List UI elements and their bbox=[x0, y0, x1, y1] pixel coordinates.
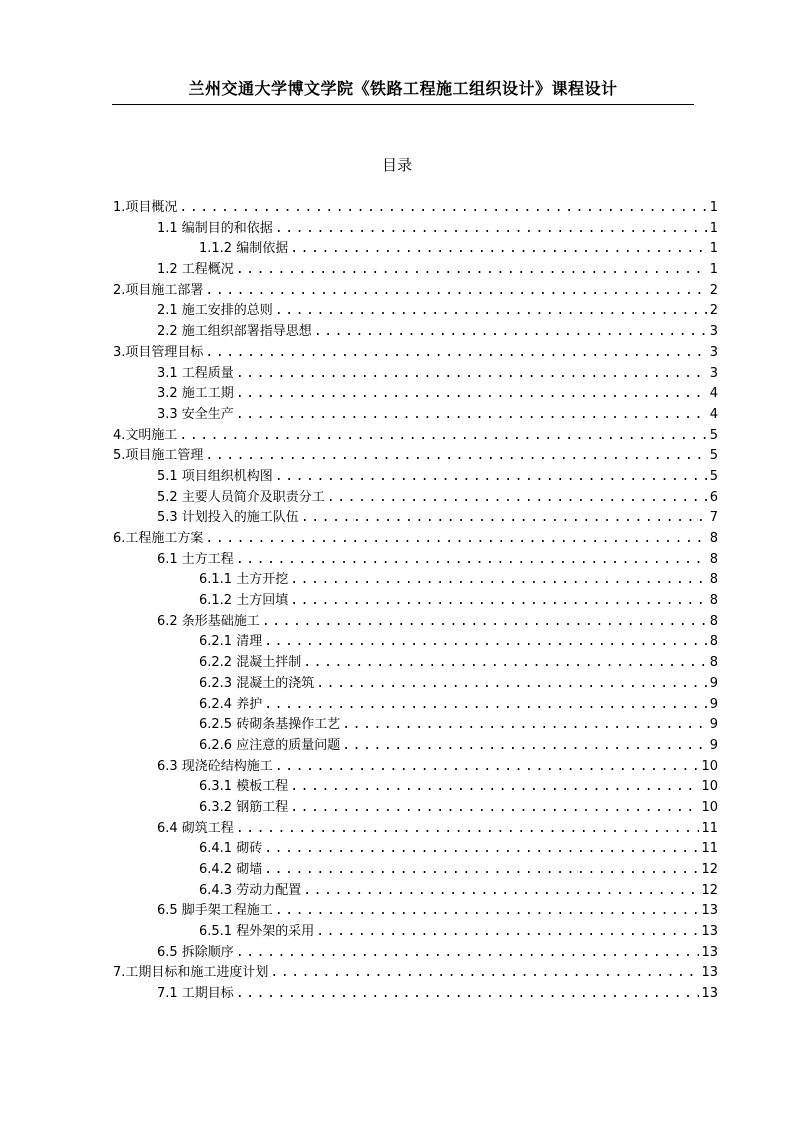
toc-entry-label: 6.2 条形基础施工 bbox=[157, 613, 260, 629]
toc-page-number: 2 bbox=[709, 303, 718, 319]
toc-dot-leader bbox=[275, 301, 708, 322]
toc-entry[interactable] bbox=[113, 757, 718, 778]
toc-dot-leader bbox=[205, 446, 707, 467]
toc-page-number: 6 bbox=[709, 489, 718, 505]
toc-entry-label: 6.1.1 土方开挖 bbox=[199, 572, 289, 588]
toc-dot-leader bbox=[316, 674, 708, 695]
toc-page-number: 5 bbox=[709, 468, 718, 484]
toc-entry-label: 7.工期目标和施工进度计划 bbox=[113, 965, 269, 981]
toc-entry[interactable] bbox=[113, 839, 718, 860]
toc-page-number: 5 bbox=[709, 427, 718, 443]
toc-entry-label: 3.1 工程质量 bbox=[157, 365, 234, 381]
toc-entry-label: 1.1.2 编制依据 bbox=[199, 241, 289, 257]
toc-entry[interactable] bbox=[113, 881, 718, 902]
toc-page-number: 9 bbox=[709, 696, 718, 712]
toc-page-number: 5 bbox=[709, 448, 718, 464]
toc-page-number: 13 bbox=[701, 986, 718, 1002]
toc-page-number: 8 bbox=[709, 551, 718, 567]
toc-entry-label: 3.项目管理目标 bbox=[113, 344, 204, 360]
toc-page-number: 8 bbox=[709, 593, 718, 609]
toc-dot-leader bbox=[205, 281, 707, 302]
toc-entry[interactable] bbox=[113, 819, 718, 840]
toc-entry[interactable] bbox=[113, 508, 718, 529]
toc-entry[interactable] bbox=[113, 570, 718, 591]
toc-entry[interactable] bbox=[113, 901, 718, 922]
toc-entry-label: 6.2.2 混凝土拌制 bbox=[199, 655, 302, 671]
toc-entry-label: 6.3 现浇砼结构施工 bbox=[157, 758, 273, 774]
toc-dot-leader bbox=[205, 343, 707, 364]
toc-page-number: 9 bbox=[709, 717, 718, 733]
toc-entry[interactable] bbox=[113, 632, 718, 653]
toc-dot-leader bbox=[270, 963, 699, 984]
toc-entry-label: 6.3.1 模板工程 bbox=[199, 779, 289, 795]
toc-entry[interactable] bbox=[113, 612, 718, 633]
toc-page-number: 10 bbox=[701, 758, 718, 774]
toc-entry-label: 6.4.3 劳动力配置 bbox=[199, 882, 302, 898]
toc-page-number: 12 bbox=[701, 862, 718, 877]
toc-entry-label: 6.1.2 土方回填 bbox=[199, 593, 289, 609]
toc-entry-label: 3.3 安全生产 bbox=[157, 406, 234, 422]
toc-page-number: 10 bbox=[701, 779, 718, 795]
toc-dot-leader bbox=[236, 384, 708, 405]
toc-entry[interactable] bbox=[113, 198, 718, 219]
toc-dot-leader bbox=[290, 777, 699, 798]
toc-entry-label: 2.项目施工部署 bbox=[113, 282, 204, 298]
toc-dot-leader bbox=[262, 612, 708, 633]
toc-page-number: 3 bbox=[709, 324, 718, 340]
toc-dot-leader bbox=[236, 260, 708, 281]
toc-entry-label: 6.2.4 养护 bbox=[199, 696, 263, 712]
toc-page-number: 9 bbox=[709, 675, 718, 691]
toc-entry-label: 2.1 施工安排的总则 bbox=[157, 303, 273, 319]
toc-dot-leader bbox=[342, 715, 708, 736]
toc-entry-label: 6.1 土方工程 bbox=[157, 551, 234, 567]
toc-entry[interactable] bbox=[113, 653, 718, 674]
toc-entry-label: 6.5 拆除顺序 bbox=[157, 944, 234, 960]
toc-entry-label: 6.3.2 钢筋工程 bbox=[199, 799, 289, 815]
toc-entry[interactable] bbox=[113, 343, 718, 364]
toc-dot-leader bbox=[290, 798, 699, 819]
toc-dot-leader bbox=[290, 570, 708, 591]
toc-page-number: 4 bbox=[709, 406, 718, 422]
toc-entry[interactable] bbox=[113, 777, 718, 798]
toc-entry[interactable] bbox=[113, 364, 718, 385]
toc-dot-leader bbox=[290, 591, 708, 612]
toc-entry-label: 6.2.3 混凝土的浇筑 bbox=[199, 675, 315, 691]
toc-dot-leader bbox=[275, 219, 708, 240]
toc-page-number: 3 bbox=[709, 344, 718, 360]
toc-entry-label: 3.2 施工工期 bbox=[157, 386, 234, 402]
toc-entry[interactable] bbox=[113, 426, 718, 447]
toc-dot-leader bbox=[236, 364, 708, 385]
toc-page-number: 8 bbox=[709, 613, 718, 629]
toc-page-number: 1 bbox=[709, 241, 718, 257]
toc-page-number: 1 bbox=[709, 200, 718, 215]
toc-dot-leader bbox=[264, 839, 699, 860]
toc-page-number: 11 bbox=[701, 841, 718, 857]
toc-dot-leader bbox=[316, 922, 699, 943]
toc-page-number: 12 bbox=[701, 882, 718, 898]
toc-page-number: 13 bbox=[701, 944, 718, 960]
toc-entry-label: 5.3 计划投入的施工队伍 bbox=[157, 510, 299, 526]
toc-dot-leader bbox=[275, 467, 708, 488]
toc-dot-leader bbox=[264, 695, 708, 716]
toc-entry[interactable] bbox=[113, 384, 718, 405]
toc-title: 目录 bbox=[381, 156, 412, 174]
toc-dot-leader bbox=[290, 239, 708, 260]
toc-entry-label: 6.4.2 砌墙 bbox=[199, 862, 263, 877]
toc-dot-leader bbox=[301, 508, 708, 529]
toc-page-number: 8 bbox=[709, 655, 718, 671]
page-header: 兰州交通大学博文学院《铁路工程施工组织设计》课程设计 bbox=[188, 79, 618, 98]
toc-entry[interactable] bbox=[113, 963, 718, 984]
toc-entry[interactable] bbox=[113, 467, 718, 488]
toc-entry-label: 6.2.6 应注意的质量问题 bbox=[199, 737, 341, 753]
toc-page-number: 10 bbox=[701, 799, 718, 815]
toc-entry-label: 6.5 脚手架工程施工 bbox=[157, 903, 273, 919]
toc-entry[interactable] bbox=[113, 301, 718, 322]
toc-entry[interactable] bbox=[113, 591, 718, 612]
toc-entry[interactable] bbox=[113, 488, 718, 509]
toc-entry-label: 1.2 工程概况 bbox=[157, 262, 234, 278]
toc-page-number: 7 bbox=[709, 510, 718, 526]
toc-page-number: 1 bbox=[709, 220, 718, 236]
toc-dot-leader bbox=[303, 653, 708, 674]
toc-page-number: 4 bbox=[709, 386, 718, 402]
toc-entry-label: 5.项目施工管理 bbox=[113, 448, 204, 464]
toc-dot-leader bbox=[179, 426, 707, 447]
toc-dot-leader bbox=[314, 322, 708, 343]
toc-entry-label: 6.4.1 砌砖 bbox=[199, 841, 263, 857]
toc-dot-leader bbox=[236, 405, 708, 426]
toc-page-number: 2 bbox=[709, 282, 718, 298]
toc-entry[interactable] bbox=[113, 736, 718, 757]
toc-entry[interactable] bbox=[113, 322, 718, 343]
toc-entry-label: 6.2.1 清理 bbox=[199, 634, 263, 650]
toc-dot-leader bbox=[264, 860, 699, 881]
toc-page-number: 9 bbox=[709, 737, 718, 753]
toc-page-number: 1 bbox=[709, 262, 718, 278]
toc-entry[interactable] bbox=[113, 715, 718, 736]
toc-page-number: 13 bbox=[701, 965, 718, 981]
toc-entry[interactable] bbox=[113, 943, 718, 964]
toc-page-number: 8 bbox=[709, 634, 718, 650]
toc-entry-label: 1.项目概况 bbox=[113, 200, 178, 215]
header-divider bbox=[112, 104, 694, 105]
toc-entry[interactable] bbox=[113, 860, 718, 881]
toc-page-number: 13 bbox=[701, 903, 718, 919]
toc-entry-label: 6.5.1 程外架的采用 bbox=[199, 924, 315, 940]
toc-entry-label: 6.工程施工方案 bbox=[113, 531, 204, 546]
toc-page-number: 8 bbox=[709, 531, 718, 546]
toc-dot-leader bbox=[275, 901, 700, 922]
toc-dot-leader bbox=[327, 488, 708, 509]
toc-entry-label: 4.文明施工 bbox=[113, 427, 178, 443]
toc-entry[interactable] bbox=[113, 984, 718, 1005]
toc-entry[interactable] bbox=[113, 405, 718, 426]
toc-entry[interactable] bbox=[113, 695, 718, 716]
toc-dot-leader bbox=[236, 550, 708, 571]
toc-entry-label: 5.1 项目组织机构图 bbox=[157, 468, 273, 484]
toc-page-number: 3 bbox=[709, 365, 718, 381]
toc-page-number: 13 bbox=[701, 924, 718, 940]
toc-entry-label: 6.2.5 砖砌条基操作工艺 bbox=[199, 717, 341, 733]
toc-entry-label: 7.1 工期目标 bbox=[157, 986, 234, 1002]
toc-dot-leader bbox=[342, 736, 708, 757]
toc-dot-leader bbox=[275, 757, 700, 778]
toc-dot-leader bbox=[205, 529, 707, 550]
toc-dot-leader bbox=[236, 943, 700, 964]
toc-dot-leader bbox=[303, 881, 699, 902]
toc-entry[interactable] bbox=[113, 798, 718, 819]
toc-entry-label: 6.4 砌筑工程 bbox=[157, 820, 234, 836]
toc-entry[interactable] bbox=[113, 674, 718, 695]
toc-entry[interactable] bbox=[113, 239, 718, 260]
toc-entry[interactable] bbox=[113, 260, 718, 281]
toc-entry[interactable] bbox=[113, 529, 718, 550]
toc-entry[interactable] bbox=[113, 922, 718, 943]
toc-entry[interactable] bbox=[113, 550, 718, 571]
toc-entry-label: 2.2 施工组织部署指导思想 bbox=[157, 324, 312, 340]
toc-page-number: 8 bbox=[709, 572, 718, 588]
toc-page-number: 11 bbox=[701, 820, 718, 836]
toc-entry[interactable] bbox=[113, 446, 718, 467]
table-of-contents bbox=[113, 198, 718, 1005]
toc-entry-label: 5.2 主要人员简介及职责分工 bbox=[157, 489, 325, 505]
toc-dot-leader bbox=[236, 819, 700, 840]
toc-dot-leader bbox=[264, 632, 708, 653]
toc-entry[interactable] bbox=[113, 281, 718, 302]
toc-dot-leader bbox=[179, 198, 707, 219]
toc-entry[interactable] bbox=[113, 219, 718, 240]
toc-dot-leader bbox=[236, 984, 700, 1005]
toc-entry-label: 1.1 编制目的和依据 bbox=[157, 220, 273, 236]
